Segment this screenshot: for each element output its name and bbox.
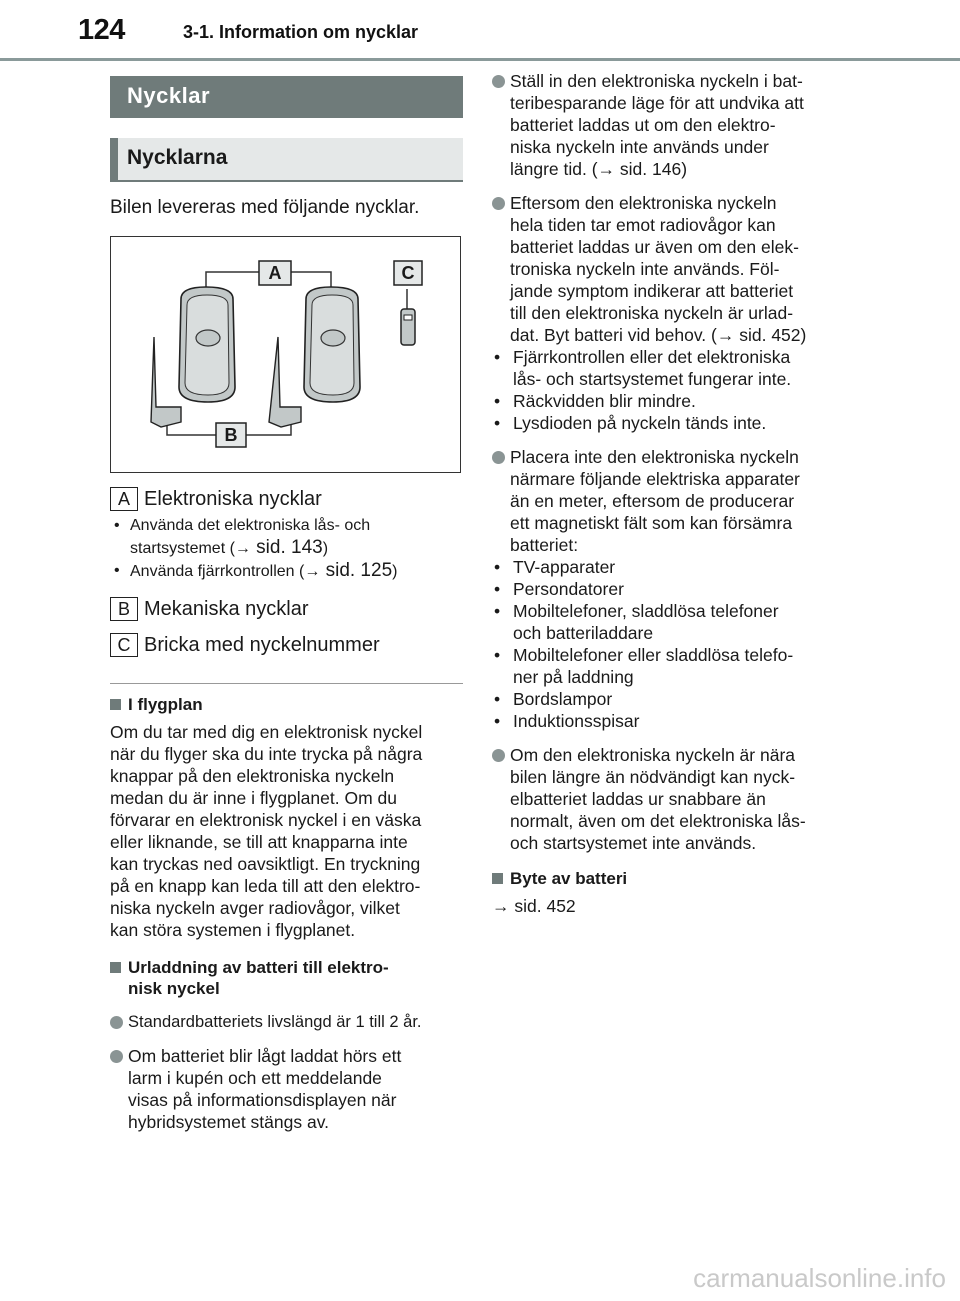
- list-item: • Induktionsspisar: [494, 711, 640, 731]
- keys-illustration: [110, 236, 461, 473]
- circle-bullet-icon: [492, 197, 505, 210]
- page-ref-link[interactable]: sid. 143: [250, 537, 323, 558]
- list-item: • Använda fjärrkontrollen (→ sid. 125): [114, 560, 398, 581]
- square-bullet-icon: [110, 962, 121, 973]
- definition-c: [110, 633, 463, 657]
- list-item: • Använda det elektroniska lås- och startsystemet (→ sid. 143): [114, 517, 371, 558]
- definition-b: [110, 597, 463, 621]
- a-bullets: [110, 515, 463, 583]
- circle-bullet-icon: [110, 1016, 123, 1029]
- definition-key-a: A: [110, 487, 138, 511]
- circle-bullet-icon: [492, 451, 505, 464]
- definition-a: [110, 487, 463, 511]
- flyg-heading: I flygplan: [110, 694, 463, 715]
- circle-bullet-icon: [110, 1050, 123, 1063]
- flyg-paragraph: Om du tar med dig en elektronisk nyckel när du flyger ska du inte trycka på några knappar på den elektroniska nyckeln medan du är inne i flygplanet. Om du förvarar en elektronisk nyckel i en väska eller liknande, se till att knapparna inte kan tryckas ned oavsiktligt. En tryckning på en knapp kan leda till att den elektro- niska nyckeln avger radiovågor, vilket kan störa systemen i flygplanet.: [110, 722, 423, 940]
- definition-text-c: Bricka med nyckelnummer: [144, 633, 380, 656]
- arrow-icon: →: [234, 540, 251, 557]
- figure-label-c: C: [401, 262, 415, 283]
- list-item: • Persondatorer: [494, 579, 624, 599]
- page-footer: [0, 1255, 960, 1301]
- list-item: Om batteriet blir lågt laddat hörs ett larm i kupén och ett meddelande visas på informationsdisplayen när hybridsystemet stängs av.: [110, 1045, 463, 1133]
- right-column: [492, 70, 852, 917]
- left-column: [110, 76, 463, 1133]
- byte-heading: Byte av batteri: [492, 868, 852, 889]
- appliance-list: [492, 556, 852, 732]
- definition-key-c: C: [110, 633, 138, 657]
- list-item: • Mobiltelefoner eller sladdlösa telefo- ner på laddning: [494, 645, 794, 687]
- page-number: 124: [78, 14, 125, 46]
- definition-key-b: B: [110, 597, 138, 621]
- symptom-list: [492, 346, 852, 434]
- definition-text-b: Mekaniska nycklar: [144, 597, 309, 620]
- page-ref-link[interactable]: → sid. 452: [492, 896, 576, 916]
- header-rule: [0, 58, 960, 61]
- list-item: Standardbatteriets livslängd är 1 till 2 år.: [110, 1011, 463, 1033]
- subsection-banner: Nycklarna: [110, 138, 463, 182]
- list-item: Om den elektroniska nyckeln är nära bilen längre än nödvändigt kan nyck- elbatteriet laddas ur snabbare än normalt, även om det elektroniska lås- och startsystemet inte används.: [492, 744, 852, 854]
- watermark: carmanualsonline.info: [693, 1263, 946, 1293]
- list-item: • Lysdioden på nyckeln tänds inte.: [494, 413, 767, 433]
- intro-text: Bilen levereras med följande nycklar.: [110, 197, 420, 218]
- list-item: Ställ in den elektroniska nyckeln i bat- teribesparande läge för att undvika att batteriet laddas ut om den elektro- niska nyckeln inte används under längre tid. (→ sid. 146): [492, 70, 852, 180]
- square-bullet-icon: [110, 699, 121, 710]
- list-item: • Fjärrkontrollen eller det elektroniska lås- och startsystemet fungerar inte.: [494, 347, 792, 389]
- square-bullet-icon: [492, 873, 503, 884]
- arrow-icon: →: [304, 563, 321, 580]
- list-item: • Mobiltelefoner, sladdlösa telefoner och batteriladdare: [494, 601, 779, 643]
- figure-label-b: B: [224, 424, 238, 445]
- page-ref-link[interactable]: sid. 125: [320, 560, 393, 581]
- circle-bullet-icon: [492, 749, 505, 762]
- list-item: Placera inte den elektroniska nyckeln närmare följande elektriska apparater än en meter, eftersom de producerar ett magnetiskt fält som kan försämra batteriet:: [492, 446, 852, 556]
- list-item: • Bordslampor: [494, 689, 613, 709]
- list-item: • Räckvidden blir mindre.: [494, 391, 696, 411]
- urladdning-heading: Urladdning av batteri till elektro- nisk nyckel: [110, 957, 463, 999]
- page-header: [0, 0, 960, 62]
- circle-bullet-icon: [492, 75, 505, 88]
- chapter-title: 3-1. Information om nycklar: [183, 22, 419, 42]
- list-item: • TV-apparater: [494, 557, 616, 577]
- figure-label-a: A: [268, 262, 282, 283]
- definition-text-a: Elektroniska nycklar: [144, 487, 322, 510]
- list-item: Eftersom den elektroniska nyckeln hela tiden tar emot radiovågor kan batteriet laddas ur även om den elek- troniska nyckeln inte används. Föl- jande symptom indikerar att batteriet till den elektroniska nyckeln är urlad- dat. Byt batteri vid behov. (→ sid. 452): [492, 192, 852, 346]
- section-divider: [110, 683, 463, 684]
- section-banner: Nycklar: [110, 76, 463, 118]
